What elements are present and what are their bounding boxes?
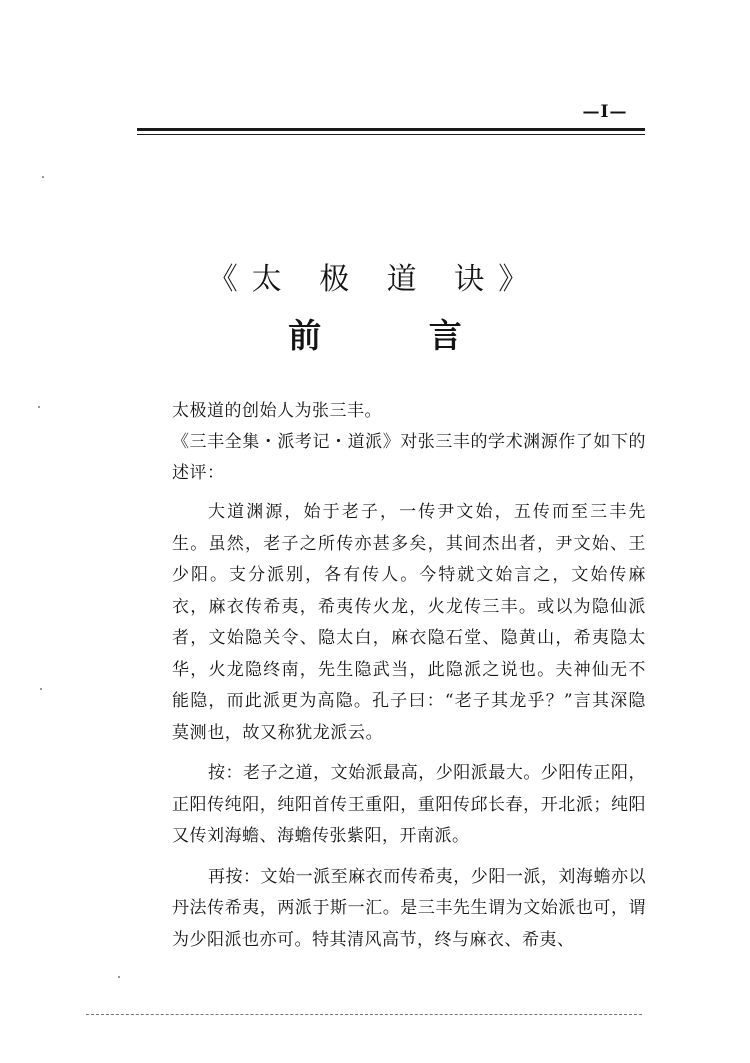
book-title: 《太 极 道 诀》 bbox=[207, 262, 543, 297]
header-rule-thin bbox=[137, 134, 645, 135]
paragraph-intro: 太极道的创始人为张三丰。 bbox=[172, 401, 382, 421]
section-heading: 前 言 bbox=[288, 316, 510, 355]
note-paragraph-2: 再按：文始一派至麻衣而传希夷，少阳一派，刘海蟾亦以丹法传希夷，两派于斯一汇。是三丰先生谓为文始派也可，谓为少阳派也亦可。特其清风高节，终与麻衣、希夷、 bbox=[172, 866, 646, 950]
scan-speck bbox=[38, 406, 40, 408]
quoted-passage: 大道渊源，始于老子，一传尹文始，五传而至三丰先生。虽然，老子之所传亦甚多矣，其间杰出者，尹文始、王少阳。支分派别，各有传人。今特就文始言之，文始传麻衣，麻衣传希夷，希夷传火龙，火龙传三丰。或以为隐仙派者，文始隐关令、隐太白，麻衣隐石堂、隐黄山，希夷隐太华，火龙隐终南，先生隐武当，此隐派之说也。夫神仙无不能隐，而此派更为高隐。孔子曰：“老子其龙乎？”言其深隐莫测也，故又称犹龙派云。 bbox=[172, 502, 646, 743]
page-number: —I— bbox=[582, 102, 628, 122]
paragraph-source: 《三丰全集・派考记・道派》对张三丰的学术渊源作了如下的述评： bbox=[172, 432, 646, 483]
note-paragraph: 按：老子之道，文始派最高，少阳派最大。少阳传正阳，正阳传纯阳，纯阳首传王重阳，重阳传邱长春，开北派；纯阳又传刘海蟾、海蟾传张紫阳，开南派。 bbox=[172, 763, 646, 846]
bottom-rule bbox=[86, 1014, 642, 1015]
scan-speck bbox=[118, 976, 120, 978]
body-text bbox=[172, 396, 646, 956]
header-rule-thick bbox=[137, 128, 645, 131]
scan-speck bbox=[42, 176, 44, 178]
scan-speck bbox=[40, 688, 42, 690]
